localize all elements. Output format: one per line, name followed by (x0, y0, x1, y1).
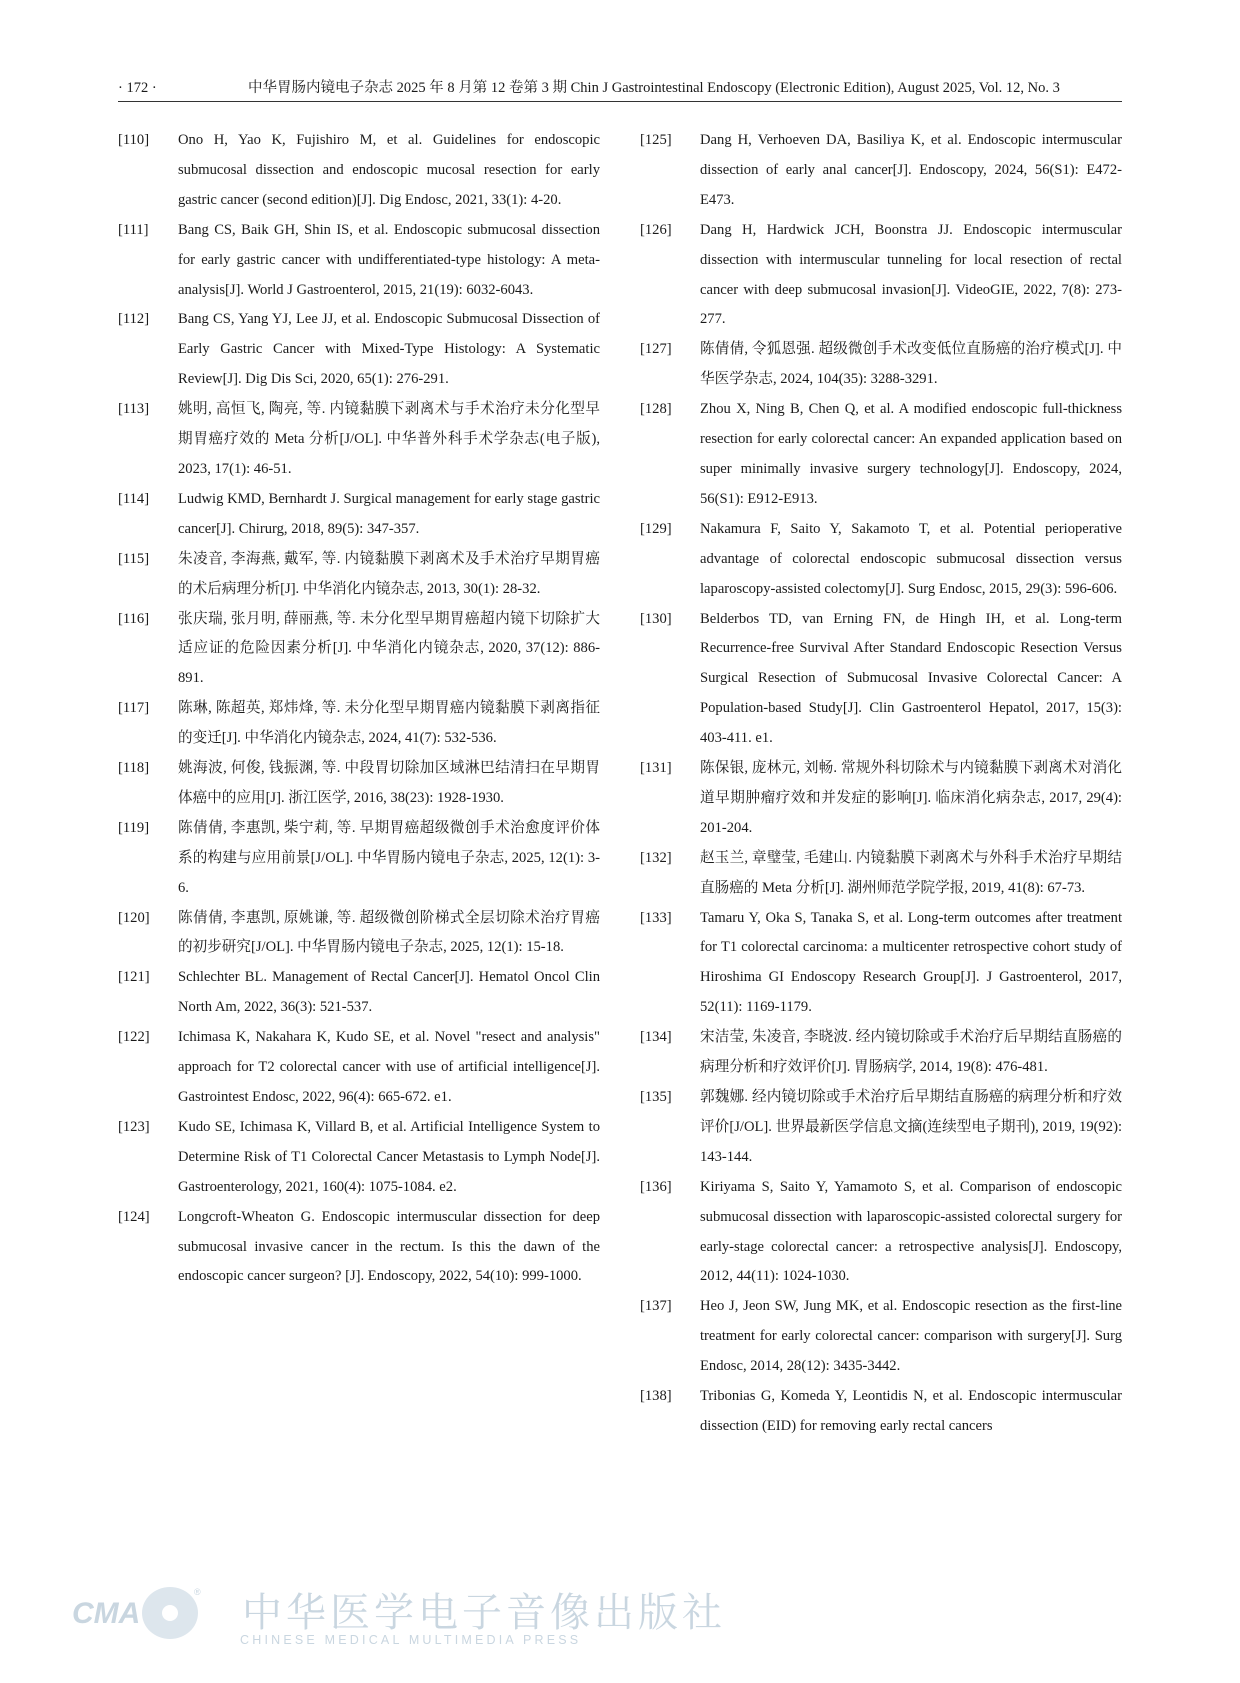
reference-text: 姚明, 高恒飞, 陶亮, 等. 内镜黏膜下剥离术与手术治疗未分化型早期胃癌疗效的 Meta 分析[J/OL]. 中华普外科手术学杂志(电子版), 2023, 17(1): 46-51. (178, 401, 600, 477)
publisher-footer (70, 1575, 726, 1655)
reference-item (118, 814, 600, 904)
reference-item (118, 485, 600, 545)
reference-text: Belderbos TD, van Erning FN, de Hingh IH, et al. Long-term Recurrence-free Survival After Standard Endoscopic Resection Versus Surgical Resection of Submucosal Invasive Colorectal Cancer: A Population-based Study[J]. Clin Gastroenterol Hepatol, 2017, 15(3): 403-411. e1. (700, 610, 1122, 747)
reference-item (118, 904, 600, 964)
reference-text: 郭魏娜. 经内镜切除或手术治疗后早期结直肠癌的病理分析和疗效评价[J/OL]. 世界最新医学信息文摘(连续型电子期刊), 2019, 19(92): 143-144. (700, 1089, 1122, 1165)
page-number: · 172 · (118, 80, 157, 96)
reference-item (640, 1083, 1122, 1173)
reference-number: [121] (118, 969, 150, 986)
reference-text: Dang H, Hardwick JCH, Boonstra JJ. Endoscopic intermuscular dissection with intermuscular tunneling for local resection of rectal cancer with deep submucosal invasion[J]. VideoGIE, 2022, 7(8): 273-277. (700, 221, 1122, 328)
reference-text: 陈倩倩, 李惠凯, 柴宁莉, 等. 早期胃癌超级微创手术治愈度评价体系的构建与应用前景[J/OL]. 中华胃肠内镜电子杂志, 2025, 12(1): 3-6. (178, 819, 600, 896)
reference-number: [138] (640, 1388, 672, 1405)
reference-number: [115] (118, 550, 150, 567)
reference-text: 朱凌音, 李海燕, 戴军, 等. 内镜黏膜下剥离术及手术治疗早期胃癌的术后病理分析[J]. 中华消化内镜杂志, 2013, 30(1): 28-32. (178, 550, 600, 597)
reference-number: [124] (118, 1208, 150, 1225)
reference-text: 陈倩倩, 李惠凯, 原姚谦, 等. 超级微创阶梯式全层切除术治疗胃癌的初步研究[J/OL]. 中华胃肠内镜电子杂志, 2025, 12(1): 15-18. (178, 909, 600, 956)
reference-number: [123] (118, 1118, 150, 1135)
press-name-cn: 中华医学电子音像出版社 (242, 1590, 726, 1636)
reference-number: [129] (640, 520, 672, 537)
reference-number: [111] (118, 221, 149, 238)
reference-item (118, 126, 600, 216)
reference-text: Bang CS, Yang YJ, Lee JJ, et al. Endoscopic Submucosal Dissection of Early Gastric Cancer with Mixed-Type Histology: A Systematic Review[J]. Dig Dis Sci, 2020, 65(1): 276-291. (178, 311, 600, 388)
reference-number: [117] (118, 700, 150, 717)
reference-number: [116] (118, 610, 150, 627)
reference-item (640, 1173, 1122, 1293)
reference-text: 赵玉兰, 章璧莹, 毛建山. 内镜黏膜下剥离术与外科手术治疗早期结直肠癌的 Meta 分析[J]. 湖州师范学院学报, 2019, 41(8): 67-73. (700, 849, 1122, 896)
reference-item (118, 545, 600, 605)
reference-item (118, 754, 600, 814)
reference-text: Dang H, Verhoeven DA, Basiliya K, et al. Endoscopic intermuscular dissection of early anal cancer[J]. Endoscopy, 2024, 56(S1): E472-E473. (700, 132, 1122, 208)
reference-text: Nakamura F, Saito Y, Sakamoto T, et al. Potential perioperative advantage of colorectal endoscopic submucosal dissection versus laparoscopy-assisted colectomy[J]. Surg Endosc, 2015, 29(3): 596-606. (700, 520, 1122, 597)
reference-text: Tamaru Y, Oka S, Tanaka S, et al. Long-term outcomes after treatment for T1 colorectal carcinoma: a multicenter retrospective cohort study of Hiroshima GI Endoscopy Research Group[J]. J Gastroenterol, 2017, 52(11): 1169-1179. (700, 909, 1122, 1016)
reference-text: 陈倩倩, 令狐恩强. 超级微创手术改变低位直肠癌的治疗模式[J]. 中华医学杂志, 2024, 104(35): 3288-3291. (700, 341, 1122, 388)
reference-number: [125] (640, 132, 672, 148)
reference-item (640, 754, 1122, 844)
reference-text: Ono H, Yao K, Fujishiro M, et al. Guidelines for endoscopic submucosal dissection and endoscopic mucosal resection for early gastric cancer (second edition)[J]. Dig Endosc, 2021, 33(1): 4-20. (178, 132, 600, 208)
reference-item (118, 1203, 600, 1293)
reference-number: [127] (640, 341, 672, 358)
reference-text: Bang CS, Baik GH, Shin IS, et al. Endoscopic submucosal dissection for early gastric cancer with undifferentiated-type histology: A meta-analysis[J]. World J Gastroenterol, 2015, 21(19): 6032-6043. (178, 221, 600, 298)
reference-text: 宋洁莹, 朱凌音, 李晓波. 经内镜切除或手术治疗后早期结直肠癌的病理分析和疗效评价[J]. 胃肠病学, 2014, 19(8): 476-481. (700, 1029, 1122, 1076)
reference-item (640, 335, 1122, 395)
reference-number: [119] (118, 819, 150, 836)
reference-number: [113] (118, 401, 150, 418)
reference-number: [132] (640, 849, 672, 866)
references-column-right (640, 126, 1122, 1442)
reference-text: Kudo SE, Ichimasa K, Villard B, et al. Artificial Intelligence System to Determine Risk of T1 Colorectal Cancer Metastasis to Lymph Node[J]. Gastroenterology, 2021, 160(4): 1075-1084. e2. (178, 1118, 600, 1195)
svg-text:®: ® (194, 1587, 201, 1597)
reference-item (640, 904, 1122, 1024)
reference-item (640, 844, 1122, 904)
reference-number: [135] (640, 1089, 672, 1105)
reference-number: [114] (118, 490, 150, 507)
reference-item (118, 395, 600, 485)
reference-item (640, 605, 1122, 755)
reference-text: Longcroft-Wheaton G. Endoscopic intermuscular dissection for deep submucosal invasive cancer in the rectum. Is this the dawn of the endoscopic cancer surgeon? [J]. Endoscopy, 2022, 54(10): 999-1000. (178, 1208, 600, 1285)
reference-item (640, 1292, 1122, 1382)
reference-number: [120] (118, 909, 150, 926)
reference-number: [122] (118, 1029, 150, 1046)
reference-item (640, 126, 1122, 216)
reference-item (118, 694, 600, 754)
reference-item (640, 395, 1122, 515)
reference-number: [134] (640, 1029, 672, 1046)
reference-number: [118] (118, 760, 150, 777)
reference-number: [110] (118, 132, 150, 148)
page-header (118, 74, 1122, 102)
reference-number: [126] (640, 221, 672, 238)
svg-text:CMA: CMA (72, 1597, 141, 1630)
reference-item (118, 216, 600, 306)
reference-item (640, 1382, 1122, 1442)
reference-text: Kiriyama S, Saito Y, Yamamoto S, et al. Comparison of endoscopic submucosal dissection with laparoscopic-assisted colorectal surgery for early-stage colorectal cancer: a retrospective analysis[J]. Endoscopy, 2012, 44(11): 1024-1030. (700, 1178, 1122, 1285)
reference-text: 姚海波, 何俊, 钱振渊, 等. 中段胃切除加区域淋巴结清扫在早期胃体癌中的应用[J]. 浙江医学, 2016, 38(23): 1928-1930. (178, 760, 600, 806)
reference-number: [136] (640, 1178, 672, 1195)
reference-item (640, 515, 1122, 605)
reference-text: 陈琳, 陈超英, 郑炜烽, 等. 未分化型早期胃癌内镜黏膜下剥离指征的变迁[J]. 中华消化内镜杂志, 2024, 41(7): 532-536. (178, 700, 600, 747)
reference-text: Ichimasa K, Nakahara K, Kudo SE, et al. Novel "resect and analysis" approach for T2 colorectal cancer with use of artificial intelligence[J]. Gastrointest Endosc, 2022, 96(4): 665-672. e1. (178, 1029, 600, 1105)
reference-number: [133] (640, 909, 672, 926)
reference-item (118, 605, 600, 695)
reference-number: [137] (640, 1298, 672, 1315)
reference-item (118, 1023, 600, 1113)
reference-item (640, 1023, 1122, 1083)
reference-item (118, 1113, 600, 1203)
reference-item (118, 963, 600, 1023)
reference-text: Ludwig KMD, Bernhardt J. Surgical management for early stage gastric cancer[J]. Chirurg, 2018, 89(5): 347-357. (178, 490, 600, 537)
references-column-left (118, 126, 600, 1292)
cma-disc-logo-icon (70, 1585, 206, 1641)
reference-text: Zhou X, Ning B, Chen Q, et al. A modified endoscopic full-thickness resection for early colorectal cancer: An expanded application based on super minimally invasive surgery technology[J]. Endoscopy, 2024, 56(S1): E912-E913. (700, 401, 1122, 507)
journal-running-title: 中华胃肠内镜电子杂志 2025 年 8 月第 12 卷第 3 期 Chin J Gastrointestinal Endoscopy (Electronic Edition), August 2025, Vol. 12, No. 3 (248, 80, 1060, 96)
reference-item (118, 305, 600, 395)
reference-number: [128] (640, 401, 672, 418)
reference-text: Tribonias G, Komeda Y, Leontidis N, et al. Endoscopic intermuscular dissection (EID) for removing early rectal cancers (700, 1388, 1122, 1434)
reference-text: 陈保银, 庞林元, 刘畅. 常规外科切除术与内镜黏膜下剥离术对消化道早期肿瘤疗效和并发症的影响[J]. 临床消化病杂志, 2017, 29(4): 201-204. (700, 760, 1122, 836)
reference-number: [112] (118, 311, 150, 328)
reference-text: Heo J, Jeon SW, Jung MK, et al. Endoscopic resection as the first-line treatment for early colorectal cancer: comparison with surgery[J]. Surg Endosc, 2014, 28(12): 3435-3442. (700, 1298, 1122, 1375)
reference-number: [131] (640, 760, 672, 777)
reference-number: [130] (640, 610, 672, 627)
reference-item (640, 216, 1122, 336)
header-rule (118, 101, 1122, 102)
press-name-en: CHINESE MEDICAL MULTIMEDIA PRESS (240, 1633, 582, 1647)
reference-text: 张庆瑞, 张月明, 薛丽燕, 等. 未分化型早期胃癌超内镜下切除扩大适应证的危险因素分析[J]. 中华消化内镜杂志, 2020, 37(12): 886-891. (178, 610, 600, 687)
reference-text: Schlechter BL. Management of Rectal Cancer[J]. Hematol Oncol Clin North Am, 2022, 36(3): 521-537. (178, 969, 600, 1016)
